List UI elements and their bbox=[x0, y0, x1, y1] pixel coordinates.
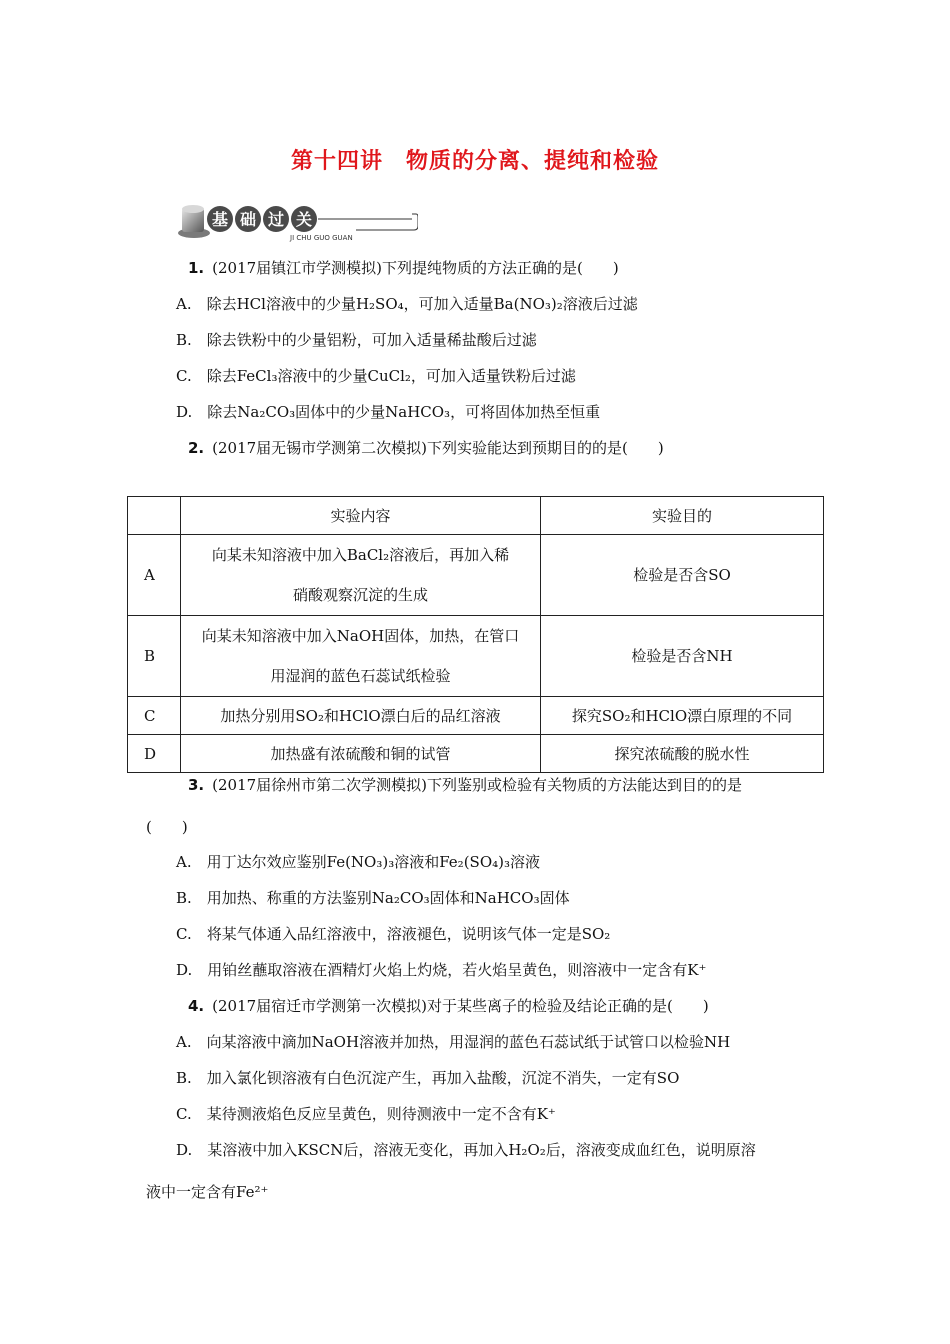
row-label: B bbox=[128, 616, 181, 697]
q4-option-a: A. 向某溶液中滴加NaOH溶液并加热，用湿润的蓝色石蕊试纸于试管口以检验NH bbox=[176, 1033, 731, 1051]
q4-option-d: D. 某溶液中加入KSCN后，溶液无变化，再加入H₂O₂后，溶液变成血红色，说明原溶 bbox=[176, 1141, 756, 1159]
table-header-content: 实验内容 bbox=[181, 497, 541, 535]
row-content: 加热盛有浓硫酸和铜的试管 bbox=[181, 735, 541, 773]
q1-option-b: B. 除去铁粉中的少量铝粉，可加入适量稀盐酸后过滤 bbox=[176, 331, 537, 349]
row-purpose: 检验是否含NH bbox=[541, 616, 824, 697]
svg-text:JI CHU GUO GUAN: JI CHU GUO GUAN bbox=[290, 234, 353, 242]
svg-text:过: 过 bbox=[267, 210, 285, 229]
q4-option-b: B. 加入氯化钡溶液有白色沉淀产生，再加入盐酸，沉淀不消失，一定有SO bbox=[176, 1069, 680, 1087]
svg-text:关: 关 bbox=[295, 210, 313, 229]
question-3-stem: 3. (2017届徐州市第二次学测模拟)下列鉴别或检验有关物质的方法能达到目的的是 bbox=[188, 776, 743, 794]
row-purpose: 探究浓硫酸的脱水性 bbox=[541, 735, 824, 773]
q3-option-d: D. 用铂丝蘸取溶液在酒精灯火焰上灼烧，若火焰呈黄色，则溶液中一定含有K⁺ bbox=[176, 961, 707, 979]
svg-text:基: 基 bbox=[211, 210, 229, 229]
q1-option-c: C. 除去FeCl₃溶液中的少量CuCl₂，可加入适量铁粉后过滤 bbox=[176, 367, 576, 385]
question-2-stem: 2. (2017届无锡市学测第二次模拟)下列实验能达到预期目的的是( ) bbox=[188, 439, 664, 457]
experiment-table bbox=[127, 496, 824, 773]
page-title: 第十四讲 物质的分离、提纯和检验 bbox=[290, 149, 659, 174]
table-row bbox=[128, 535, 824, 616]
row-purpose: 探究SO₂和HClO漂白原理的不同 bbox=[541, 697, 824, 735]
table-row bbox=[128, 697, 824, 735]
row-purpose: 检验是否含SO bbox=[541, 535, 824, 616]
row-content: 加热分别用SO₂和HClO漂白后的品红溶液 bbox=[181, 697, 541, 735]
q1-option-a: A. 除去HCl溶液中的少量H₂SO₄，可加入适量Ba(NO₃)₂溶液后过滤 bbox=[176, 295, 638, 313]
table-row bbox=[128, 735, 824, 773]
question-3-stem-cont: ( ) bbox=[146, 818, 188, 836]
q4-option-d-cont: 液中一定含有Fe²⁺ bbox=[146, 1183, 269, 1201]
svg-text:础: 础 bbox=[239, 210, 257, 229]
question-1-stem: 1. (2017届镇江市学测模拟)下列提纯物质的方法正确的是( ) bbox=[188, 259, 619, 277]
table-header-row bbox=[128, 497, 824, 535]
q1-option-d: D. 除去Na₂CO₃固体中的少量NaHCO₃，可将固体加热至恒重 bbox=[176, 403, 601, 421]
table-header-purpose: 实验目的 bbox=[541, 497, 824, 535]
table-row bbox=[128, 616, 824, 697]
row-content: 向某未知溶液中加入NaOH固体，加热，在管口 用湿润的蓝色石蕊试纸检验 bbox=[181, 616, 541, 697]
graduation-cap-icon bbox=[178, 205, 210, 238]
question-4-stem: 4. (2017届宿迁市学测第一次模拟)对于某些离子的检验及结论正确的是( ) bbox=[188, 997, 709, 1015]
row-label: D bbox=[128, 735, 181, 773]
table-header-blank bbox=[128, 497, 181, 535]
row-content: 向某未知溶液中加入BaCl₂溶液后，再加入稀 硝酸观察沉淀的生成 bbox=[181, 535, 541, 616]
section-badge bbox=[176, 200, 418, 246]
q3-option-b: B. 用加热、称重的方法鉴别Na₂CO₃固体和NaHCO₃固体 bbox=[176, 889, 570, 907]
q4-option-c: C. 某待测液焰色反应呈黄色，则待测液中一定不含有K⁺ bbox=[176, 1105, 556, 1123]
row-label: A bbox=[128, 535, 181, 616]
row-label: C bbox=[128, 697, 181, 735]
q3-option-a: A. 用丁达尔效应鉴别Fe(NO₃)₃溶液和Fe₂(SO₄)₃溶液 bbox=[176, 853, 541, 871]
q3-option-c: C. 将某气体通入品红溶液中，溶液褪色，说明该气体一定是SO₂ bbox=[176, 925, 611, 943]
